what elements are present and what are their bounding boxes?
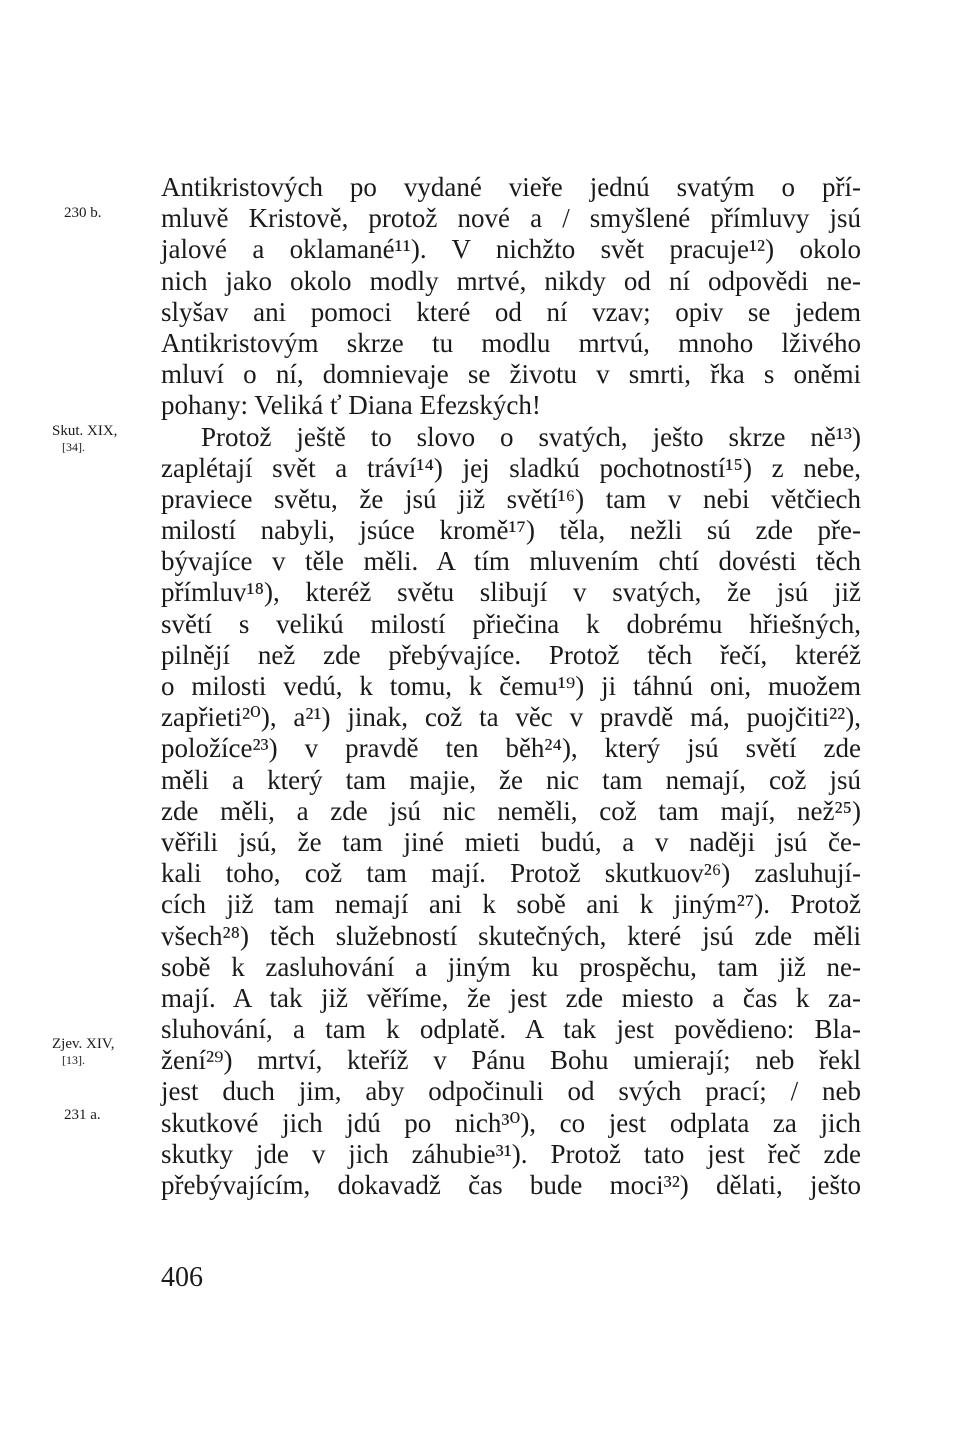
text-line: sobě k zasluhování a jiným ku prospěchu, tam již ne- [161, 951, 861, 982]
text-line: přebývajícím, dokavadž čas bude moci³²) dělati, ješto [161, 1170, 861, 1200]
text-line: o milosti vedú, k tomu, k čemu¹⁹) ji táhnú oni, muožem [161, 671, 861, 701]
margin-ref-text: Skut. XIX, [52, 423, 118, 439]
text-line: skutkové jich jdú po nich³⁰), co jest odplata za jich [161, 1107, 861, 1138]
text-line: Protož ještě to slovo o svatých, ješto skrze ně¹³) [201, 421, 861, 452]
margin-ref-zjev [52, 1036, 115, 1068]
main-text [161, 172, 861, 1201]
text-line: pilnějí než zde přebývajíce. Protož těch řečí, kteréž [161, 639, 861, 670]
text-line: Antikristových po vydané vieře jednú svatým o pří- [161, 172, 861, 202]
text-line: slyšav ani pomoci které od ní vzav; opiv se jedem [161, 296, 861, 327]
margin-ref-230b [64, 205, 102, 221]
text-line: všech²⁸) těch služebností skutečných, které jsú zde měli [161, 920, 861, 951]
margin-ref-text: 230 b. [64, 205, 102, 221]
text-line: měli a který tam majie, že nic tam nemají, což jsú [161, 764, 861, 795]
text-line: jest duch jim, aby odpočinuli od svých prací; / neb [161, 1076, 861, 1107]
text-line: položíce²³) v pravdě ten běh²⁴), který jsú světí zde [161, 733, 861, 764]
text-line: bývajíce v těle měli. A tím mluvením chtí dovésti těch [161, 546, 861, 577]
text-line: skutky jde v jich záhubie³¹). Protož tato jest řeč zde [161, 1138, 861, 1169]
text-line: věřili jsú, že tam jiné mieti budú, a v naději jsú če- [161, 826, 861, 857]
margin-ref-subtext: [13]. [62, 1053, 85, 1067]
text-line: praviece světu, že jsú již světí¹⁶) tam v nebi větčiech [161, 483, 861, 514]
margin-ref-subtext: [34]. [62, 440, 85, 454]
margin-ref-231a [64, 1107, 101, 1123]
text-line: nich jako okolo modly mrtvé, nikdy od ní odpovědi ne- [161, 265, 861, 296]
text-line: žení²⁹) mrtví, kteříž v Pánu Bohu umierají; neb řekl [161, 1045, 861, 1076]
margin-ref-text: 231 a. [64, 1107, 101, 1123]
page-number: 406 [161, 1262, 203, 1293]
text-line: sluhování, a tam k odplatě. A tak jest povědieno: Bla- [161, 1014, 861, 1045]
text-line: mají. A tak již věříme, že jest zde miesto a čas k za- [161, 982, 861, 1013]
text-line: mluvě Kristově, protož nové a / smyšlené přímluvy jsú [161, 203, 861, 234]
margin-ref-text: Zjev. XIV, [52, 1036, 115, 1052]
text-line: zapřieti²⁰), a²¹) jinak, což ta věc v pravdě má, puojčiti²²), [161, 702, 861, 733]
margin-ref-skut [52, 423, 117, 455]
text-line: přímluv¹⁸), kteréž světu slibují v svatých, že jsú již [161, 577, 861, 608]
text-line: mluví o ní, domnievaje se životu v smrti, řka s oněmi [161, 359, 861, 390]
text-line: kali toho, což tam mají. Protož skutkuov²⁶) zasluhují- [161, 858, 861, 889]
text-line: zaplétají svět a tráví¹⁴) jej sladkú pochotností¹⁵) z nebe, [161, 452, 861, 483]
text-line: světí s velikú milostí přiečina k dobrému hřiešných, [161, 608, 861, 639]
text-line: pohany: Veliká ť Diana Efezských! [161, 390, 541, 421]
text-line: cích již tam nemají ani k sobě ani k jiným²⁷). Protož [161, 889, 861, 920]
text-line: milostí nabyli, jsúce kromě¹⁷) těla, nežli sú zde pře- [161, 515, 861, 546]
text-line: zde měli, a zde jsú nic neměli, což tam mají, než²⁵) [161, 795, 861, 826]
text-line: Antikristovým skrze tu modlu mrtvú, mnoho lživého [161, 327, 861, 358]
text-line: jalové a oklamané¹¹). V nichžto svět pracuje¹²) okolo [161, 234, 861, 265]
